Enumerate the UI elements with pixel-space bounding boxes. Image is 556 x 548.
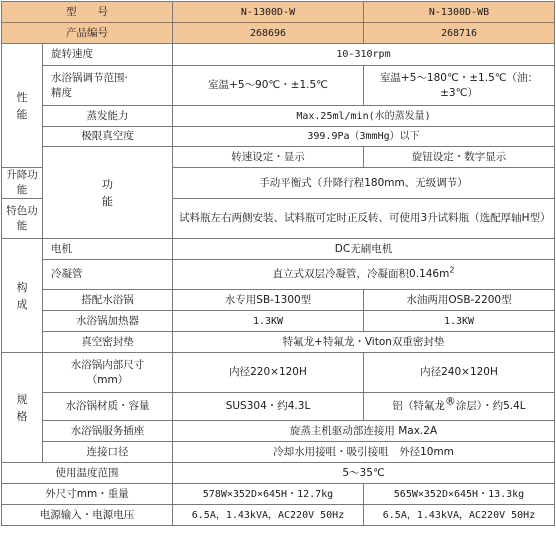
condenser-cell <box>173 260 555 290</box>
port-label: 连接口径 <box>43 442 173 463</box>
row-port <box>2 442 555 463</box>
feature-value: 试料瓶左右两侧安装、试料瓶可定时正反转、可使用3升试料瓶（选配厚轴H型） <box>173 199 555 239</box>
bath-range-label: 水浴锅调节范围· 精度 <box>43 66 173 106</box>
seal-label: 真空密封垫 <box>43 332 173 353</box>
evap-value: Max.25ml/min(水的蒸发量) <box>173 106 555 127</box>
model-b: N-1300D-WB <box>364 2 555 23</box>
vacuum-label: 极限真空度 <box>43 127 173 147</box>
row-socket <box>2 421 555 442</box>
category-spec-text: 规 格 <box>16 392 28 423</box>
row-vacuum <box>2 127 555 147</box>
seal-value: 特氟龙+特氟龙・Viton双重密封垫 <box>173 332 555 353</box>
row-speed <box>2 44 555 66</box>
bath-a: 水专用SB-1300型 <box>173 290 364 311</box>
model-a: N-1300D-W <box>173 2 364 23</box>
category-spec <box>2 353 43 463</box>
speed-set-label: 转速设定・显示 <box>173 147 364 168</box>
power-label: 电源输入・电源电压 <box>2 505 173 526</box>
condenser-label: 冷凝管 <box>43 260 173 290</box>
model-label: 型 号 <box>2 2 173 23</box>
power-b: 6.5A，1.43kVA，AC220V 50Hz <box>364 505 555 526</box>
feature-label: 特色功能 <box>2 199 43 239</box>
lift-label: 升降功能 <box>2 168 43 199</box>
dim-label: 外尺寸mm・重量 <box>2 484 173 505</box>
header-row-code <box>2 23 555 44</box>
row-seal <box>2 332 555 353</box>
material-b-post: 涂层）・约5.4L <box>455 400 526 412</box>
row-heater <box>2 311 555 332</box>
motor-value: DC无刷电机 <box>173 239 555 260</box>
category-structure-text: 构 成 <box>16 280 28 311</box>
vacuum-value: 399.9Pa（3mmHg）以下 <box>173 127 555 147</box>
temp-value: 5～35℃ <box>173 463 555 484</box>
inner-a: 内径220×120H <box>173 353 364 393</box>
row-inner <box>2 353 555 393</box>
heater-a: 1.3KW <box>173 311 364 332</box>
speed-label: 旋转速度 <box>43 44 173 66</box>
lift-value: 手动平衡式（升降行程180mm、无级调节） <box>173 168 555 199</box>
spec-table <box>1 1 555 526</box>
dim-a: 578W×352D×645H・12.7kg <box>173 484 364 505</box>
inner-label: 水浴锅内部尺寸 （mm） <box>43 353 173 393</box>
category-structure <box>2 239 43 353</box>
code-label: 产品编号 <box>2 23 173 44</box>
temp-label: 使用温度范围 <box>2 463 173 484</box>
material-a: SUS304・约4.3L <box>173 393 364 421</box>
bath-range-b: 室温+5～180℃・±1.5℃（油： ±3℃） <box>364 66 555 106</box>
heater-b: 1.3KW <box>364 311 555 332</box>
port-value: 冷却水用接咀・吸引接咀 外径10mm <box>173 442 555 463</box>
material-b-pre: 铝（特氟龙 <box>392 400 445 412</box>
bath-b: 水油两用OSB-2200型 <box>364 290 555 311</box>
row-dim <box>2 484 555 505</box>
row-temp <box>2 463 555 484</box>
row-speed-set <box>2 147 555 168</box>
header-row-model <box>2 2 555 23</box>
bath-range-a: 室温+5～90℃・±1.5℃ <box>173 66 364 106</box>
dim-b: 565W×352D×645H・13.3kg <box>364 484 555 505</box>
row-condenser <box>2 260 555 290</box>
row-evap <box>2 106 555 127</box>
registered-mark: ® <box>444 394 456 408</box>
material-b <box>364 393 555 421</box>
inner-b: 内径240×120H <box>364 353 555 393</box>
row-motor <box>2 239 555 260</box>
socket-label: 水浴锅服务插座 <box>43 421 173 442</box>
code-a: 268696 <box>173 23 364 44</box>
condenser-sup: 2 <box>449 265 455 275</box>
category-function <box>43 147 173 239</box>
bath-label: 搭配水浴锅 <box>43 290 173 311</box>
speed-value: 10-310rpm <box>173 44 555 66</box>
category-function-text: 功 能 <box>102 177 113 208</box>
condenser-value: 直立式双层冷凝管，冷凝面积0.146m <box>272 268 450 280</box>
row-material <box>2 393 555 421</box>
evap-label: 蒸发能力 <box>43 106 173 127</box>
category-performance-text: 性 能 <box>16 90 28 121</box>
row-power <box>2 505 555 526</box>
motor-label: 电机 <box>43 239 173 260</box>
power-a: 6.5A，1.43kVA，AC220V 50Hz <box>173 505 364 526</box>
socket-value: 旋蒸主机驱动部连接用 Max.2A <box>173 421 555 442</box>
code-b: 268716 <box>364 23 555 44</box>
material-label: 水浴锅材质・容量 <box>43 393 173 421</box>
row-bath <box>2 290 555 311</box>
speed-set-value: 旋钮设定・数字显示 <box>364 147 555 168</box>
row-bath-range <box>2 66 555 106</box>
heater-label: 水浴锅加热器 <box>43 311 173 332</box>
category-performance <box>2 44 43 168</box>
